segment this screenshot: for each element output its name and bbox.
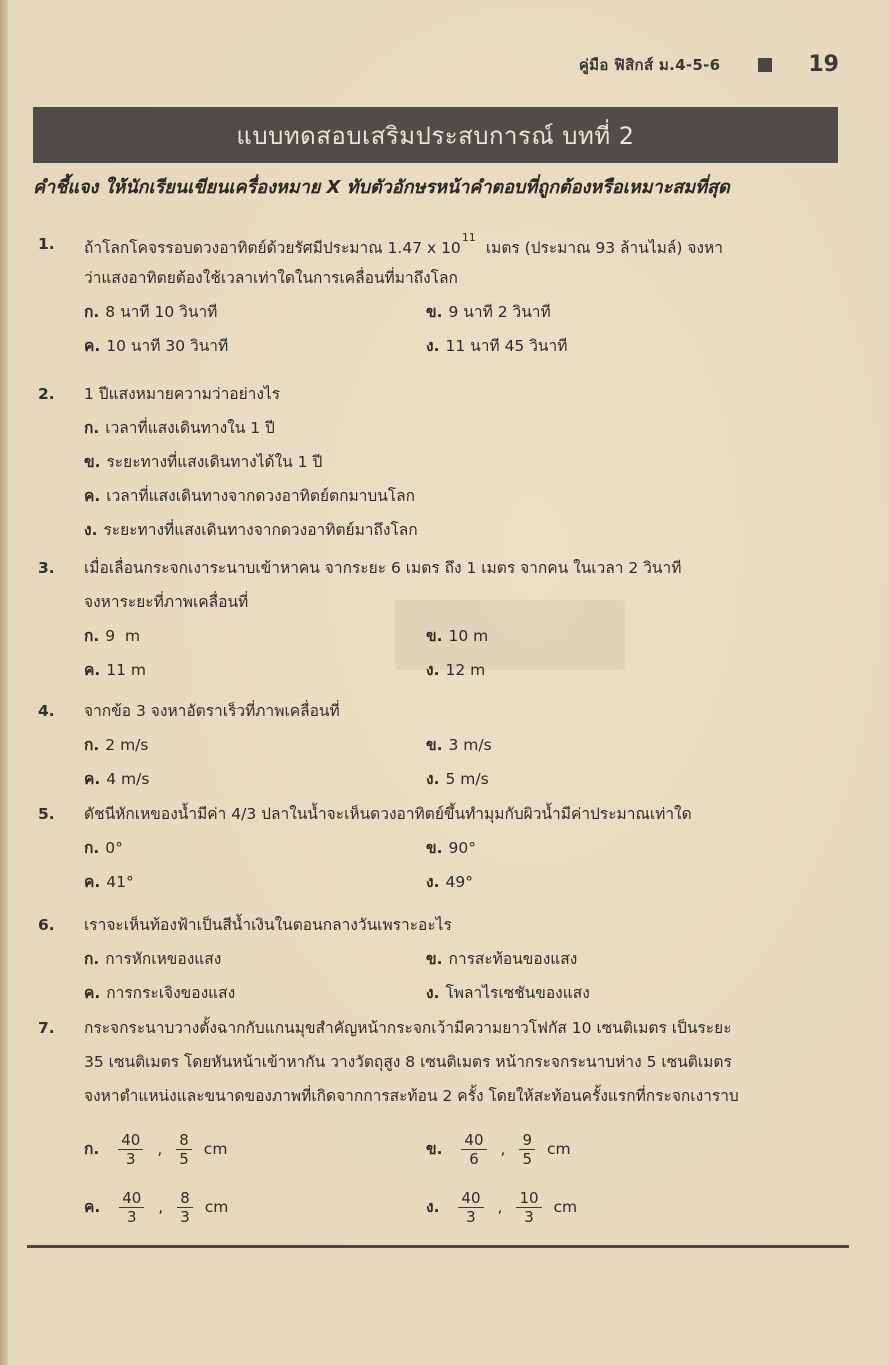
question-number: 7. (38, 1019, 55, 1037)
option-b[interactable]: ข. 90° (426, 839, 476, 857)
question-1 (38, 227, 838, 363)
size-fraction: $\frac{8}{3}$ (177, 1189, 193, 1226)
running-head (579, 52, 839, 77)
option-d[interactable]: ง. 12 m (426, 661, 486, 679)
question-text: 1 ปีแสงหมายความว่าอย่างไร (84, 385, 281, 403)
question-3 (38, 551, 838, 687)
option-c[interactable]: ค. เวลาที่แสงเดินทางจากดวงอาทิตย์ตกมาบนโลก (84, 487, 416, 505)
option-d[interactable]: ง. 49° (426, 873, 473, 891)
question-2 (38, 377, 838, 547)
option-d[interactable]: ง. $\frac{40}{3}$ , $\frac{10}{3}$ cm (426, 1189, 578, 1226)
question-7 (38, 1011, 838, 1113)
option-d[interactable]: ง. 5 m/s (426, 770, 489, 788)
question-number: 5. (38, 805, 55, 823)
option-c[interactable]: ค. 41° (84, 873, 134, 891)
question-text-cont: 35 เซนติเมตร โดยหันหน้าเข้าหากัน วางวัตถุสูง 8 เซนติเมตร หน้ากระจกระนาบห่าง 5 เซนติเมตร (84, 1053, 732, 1071)
page-binding-edge (0, 0, 8, 1365)
option-c[interactable]: ค. การกระเจิงของแสง (84, 984, 236, 1002)
option-c[interactable]: ค. 10 นาที 30 วินาที (84, 337, 229, 355)
question-text: เมื่อเลื่อนกระจกเงาระนาบเข้าหาคน จากระยะ 6 เมตร ถึง 1 เมตร จากคน ในเวลา 2 วินาที (84, 559, 682, 577)
question-text-cont: ว่าแสงอาทิตยต้องใช้เวลาเท่าใดในการเคลื่อนที่มาถึงโลก (84, 269, 458, 287)
footer-divider (27, 1245, 849, 1248)
question-7-options (38, 1120, 838, 1236)
question-5 (38, 797, 838, 899)
option-d[interactable]: ง. โพลาไรเซชันของแสง (426, 984, 590, 1002)
option-a[interactable]: ก. การหักเหของแสง (84, 950, 222, 968)
option-b[interactable]: ข. การสะท้อนของแสง (426, 950, 578, 968)
question-text: กระจกระนาบวางตั้งฉากกับแกนมุขสำคัญหน้ากระจกเว้ามีความยาวโฟกัส 10 เซนติเมตร เป็นระยะ (84, 1019, 732, 1037)
option-b[interactable]: ข. $\frac{40}{6}$ , $\frac{9}{5}$ cm (426, 1131, 571, 1168)
question-text: เราจะเห็นท้องฟ้าเป็นสีน้ำเงินในตอนกลางวันเพราะอะไร (84, 916, 452, 934)
option-a[interactable]: ก. เวลาที่แสงเดินทางใน 1 ปี (84, 419, 275, 437)
question-text: ดัชนีหักเหของน้ำมีค่า 4/3 ปลาในน้ำจะเห็นดวงอาทิตย์ขึ้นทำมุมกับผิวน้ำมีค่าประมาณเท่าใด (84, 805, 692, 823)
option-a[interactable]: ก. 2 m/s (84, 736, 149, 754)
option-c[interactable]: ค. 4 m/s (84, 770, 150, 788)
question-text: ถ้าโลกโคจรรอบดวงอาทิตย์ด้วยรัศมีประมาณ 1.47 x $10^{11}$เมตร (ประมาณ 93 ล้านไมล์) จงหา (84, 231, 723, 258)
question-6 (38, 908, 838, 1010)
size-fraction: $\frac{9}{5}$ (519, 1131, 535, 1168)
position-fraction: $\frac{40}{3}$ (119, 1189, 144, 1226)
option-b[interactable]: ข. 9 นาที 2 วินาที (426, 303, 551, 321)
size-fraction: $\frac{8}{5}$ (176, 1131, 192, 1168)
page-number: 19 (808, 52, 839, 77)
position-fraction: $\frac{40}{3}$ (458, 1189, 483, 1226)
option-a[interactable]: ก. $\frac{40}{3}$ , $\frac{8}{5}$ cm (84, 1131, 228, 1168)
option-a[interactable]: ก. 0° (84, 839, 123, 857)
question-text-cont: จงหาตำแหน่งและขนาดของภาพที่เกิดจากการสะท้อน 2 ครั้ง โดยให้สะท้อนครั้งแรกที่กระจกเงาราบ (84, 1087, 739, 1105)
option-d[interactable]: ง. 11 นาที 45 วินาที (426, 337, 568, 355)
option-d[interactable]: ง. ระยะทางที่แสงเดินทางจากดวงอาทิตย์มาถึงโลก (84, 521, 418, 539)
question-4 (38, 694, 838, 796)
option-a[interactable]: ก. 8 นาที 10 วินาที (84, 303, 218, 321)
question-text: จากข้อ 3 จงหาอัตราเร็วที่ภาพเคลื่อนที่ (84, 702, 340, 720)
option-b[interactable]: ข. 3 m/s (426, 736, 492, 754)
book-title: คู่มือ ฟิสิกส์ ม.4-5-6 (578, 55, 721, 74)
square-bullet-icon (758, 58, 772, 72)
size-fraction: $\frac{10}{3}$ (516, 1189, 541, 1226)
exponent: 11 (461, 231, 476, 244)
instruction-text: คำชี้แจง ให้นักเรียนเขียนเครื่องหมาย X ทับตัวอักษรหน้าคำตอบที่ถูกต้องหรือเหมาะสมที่สุด (33, 177, 730, 198)
question-number: 3. (38, 559, 55, 577)
question-number: 2. (38, 385, 55, 403)
option-b[interactable]: ข. ระยะทางที่แสงเดินทางได้ใน 1 ปี (84, 453, 323, 471)
position-fraction: $\frac{40}{6}$ (461, 1131, 486, 1168)
question-number: 6. (38, 916, 55, 934)
option-a[interactable]: ก. 9 m (84, 627, 141, 645)
position-fraction: $\frac{40}{3}$ (118, 1131, 143, 1168)
question-number: 4. (38, 702, 55, 720)
question-number: 1. (38, 235, 55, 253)
option-c[interactable]: ค. $\frac{40}{3}$ , $\frac{8}{3}$ cm (84, 1189, 229, 1226)
page-title: แบบทดสอบเสริมประสบการณ์ บทที่ 2 (236, 121, 635, 150)
option-c[interactable]: ค. 11 m (84, 661, 147, 679)
question-text-cont: จงหาระยะที่ภาพเคลื่อนที่ (84, 593, 249, 611)
option-b[interactable]: ข. 10 m (426, 627, 489, 645)
chapter-test-title-bar (33, 107, 838, 163)
